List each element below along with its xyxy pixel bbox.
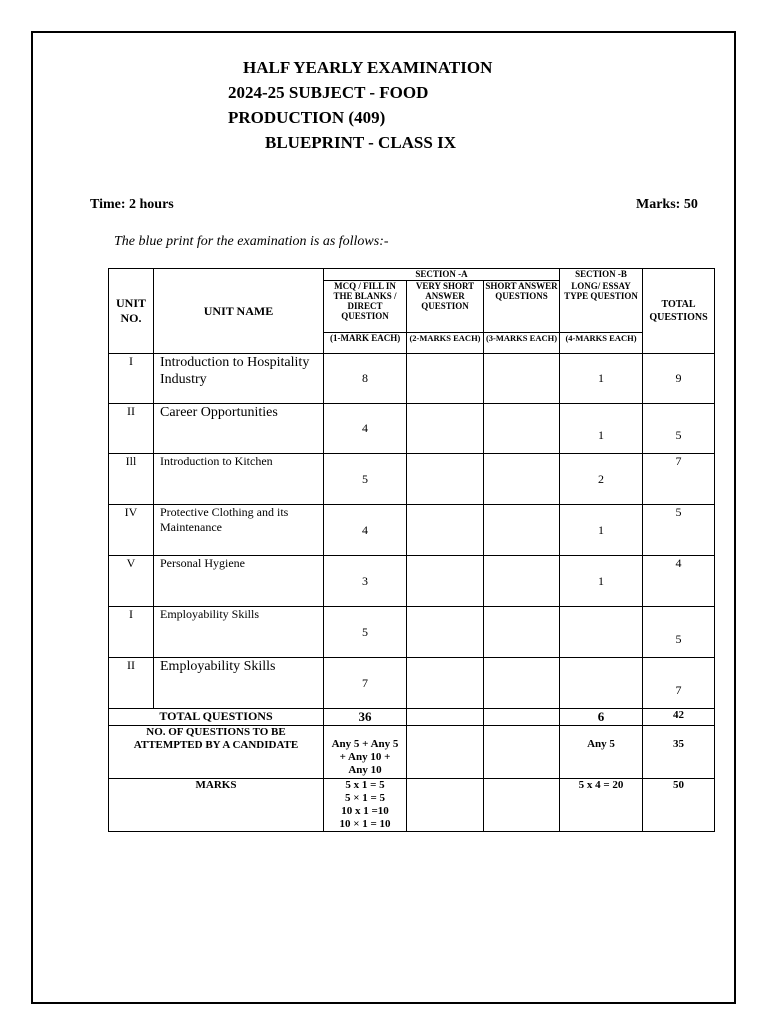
unit-no-cell: I <box>109 607 154 658</box>
attempt-mcq: Any 5 + Any 5 + Any 10 + Any 10 <box>324 726 407 779</box>
total-row-label: TOTAL QUESTIONS <box>109 709 324 726</box>
mcq-cell: 8 <box>324 354 407 404</box>
mcq-cell: 7 <box>324 658 407 709</box>
mcq-cell: 4 <box>324 404 407 454</box>
long-cell <box>560 658 643 709</box>
short-cell <box>484 607 560 658</box>
time-label: Time: 2 hours <box>90 197 174 212</box>
very-short-cell <box>407 404 484 454</box>
marks-mcq-line: 5 × 1 = 5 <box>344 792 386 804</box>
blueprint-class: BLUEPRINT - CLASS IX <box>265 133 456 152</box>
intro-text: The blue print for the examination is as follows:- <box>114 234 389 249</box>
long-cell: 2 <box>560 454 643 505</box>
total-short <box>484 709 560 726</box>
header-unit-no: UNIT NO. <box>109 269 154 354</box>
very-short-cell <box>407 658 484 709</box>
marks-mcq-line: 10 × 1 = 10 <box>339 818 391 830</box>
unit-name-cell: Employability Skills <box>154 658 324 709</box>
marks-row-label: MARKS <box>109 779 324 832</box>
total-cell: 7 <box>643 454 715 505</box>
attempt-long: Any 5 <box>560 726 643 779</box>
header-very-short-marks: (2-MARKS EACH) <box>407 333 484 354</box>
marks-mcq <box>324 779 407 832</box>
mcq-cell: 5 <box>324 607 407 658</box>
total-cell: 9 <box>643 354 715 404</box>
header-row-sections <box>109 269 715 281</box>
short-cell <box>484 658 560 709</box>
total-cell: 7 <box>643 658 715 709</box>
header-section-a: SECTION -A <box>324 269 560 281</box>
total-very-short <box>407 709 484 726</box>
very-short-cell <box>407 505 484 556</box>
unit-no-cell: I <box>109 354 154 404</box>
long-cell: 1 <box>560 354 643 404</box>
short-cell <box>484 404 560 454</box>
table-row <box>109 404 715 454</box>
total-row <box>109 709 715 726</box>
table-row <box>109 556 715 607</box>
very-short-cell <box>407 354 484 404</box>
unit-name-cell: Employability Skills <box>154 607 324 658</box>
unit-name-cell: Career Opportunities <box>154 404 324 454</box>
header-long: LONG/ ESSAY TYPE QUESTION <box>560 281 643 333</box>
mcq-cell: 4 <box>324 505 407 556</box>
header-total-questions: TOTAL QUESTIONS <box>643 269 715 354</box>
blueprint-table <box>108 268 715 832</box>
marks-mcq-line: 10 x 1 =10 <box>341 805 389 817</box>
marks-row <box>109 779 715 832</box>
unit-no-cell: II <box>109 404 154 454</box>
attempt-row <box>109 726 715 779</box>
short-cell <box>484 454 560 505</box>
total-cell: 4 <box>643 556 715 607</box>
very-short-cell <box>407 454 484 505</box>
attempt-total: 35 <box>643 726 715 779</box>
marks-mcq-line: 5 x 1 = 5 <box>345 779 385 791</box>
exam-subject-code: PRODUCTION (409) <box>228 108 386 127</box>
long-cell: 1 <box>560 556 643 607</box>
marks-total: 50 <box>643 779 715 832</box>
marks-very-short <box>407 779 484 832</box>
total-long: 6 <box>560 709 643 726</box>
header-mcq: MCQ / FILL IN THE BLANKS / DIRECT QUESTION <box>324 281 407 333</box>
long-cell <box>560 607 643 658</box>
marks-long: 5 x 4 = 20 <box>560 779 643 832</box>
table-row <box>109 658 715 709</box>
table-row <box>109 354 715 404</box>
header-short: SHORT ANSWER QUESTIONS <box>484 281 560 333</box>
header-very-short: VERY SHORT ANSWER QUESTION <box>407 281 484 333</box>
total-mcq: 36 <box>324 709 407 726</box>
long-cell: 1 <box>560 505 643 556</box>
header-section-b: SECTION -B <box>560 269 643 281</box>
unit-no-cell: II <box>109 658 154 709</box>
unit-no-cell: V <box>109 556 154 607</box>
short-cell <box>484 505 560 556</box>
mcq-cell: 5 <box>324 454 407 505</box>
unit-no-cell: IV <box>109 505 154 556</box>
table-row <box>109 454 715 505</box>
attempt-short <box>484 726 560 779</box>
header-short-marks: (3-MARKS EACH) <box>484 333 560 354</box>
unit-name-cell: Protective Clothing and its Maintenance <box>154 505 324 556</box>
unit-name-cell: Introduction to Hospitality Industry <box>154 354 324 404</box>
unit-no-cell: Ill <box>109 454 154 505</box>
header-mcq-marks: (1-MARK EACH) <box>324 333 407 354</box>
unit-name-cell: Introduction to Kitchen <box>154 454 324 505</box>
header-long-marks: (4-MARKS EACH) <box>560 333 643 354</box>
total-cell: 5 <box>643 505 715 556</box>
exam-subject: 2024-25 SUBJECT - FOOD <box>228 83 429 102</box>
header-unit-name: UNIT NAME <box>154 269 324 354</box>
attempt-very-short <box>407 726 484 779</box>
table-row <box>109 505 715 556</box>
short-cell <box>484 556 560 607</box>
very-short-cell <box>407 556 484 607</box>
short-cell <box>484 354 560 404</box>
marks-short <box>484 779 560 832</box>
attempt-row-label: NO. OF QUESTIONS TO BE ATTEMPTED BY A CANDIDATE <box>109 726 324 779</box>
mcq-cell: 3 <box>324 556 407 607</box>
table-row <box>109 607 715 658</box>
exam-title: HALF YEARLY EXAMINATION <box>243 58 493 77</box>
marks-label: Marks: 50 <box>636 197 698 212</box>
very-short-cell <box>407 607 484 658</box>
unit-name-cell: Personal Hygiene <box>154 556 324 607</box>
total-total: 42 <box>643 709 715 726</box>
total-cell: 5 <box>643 607 715 658</box>
total-cell: 5 <box>643 404 715 454</box>
long-cell: 1 <box>560 404 643 454</box>
